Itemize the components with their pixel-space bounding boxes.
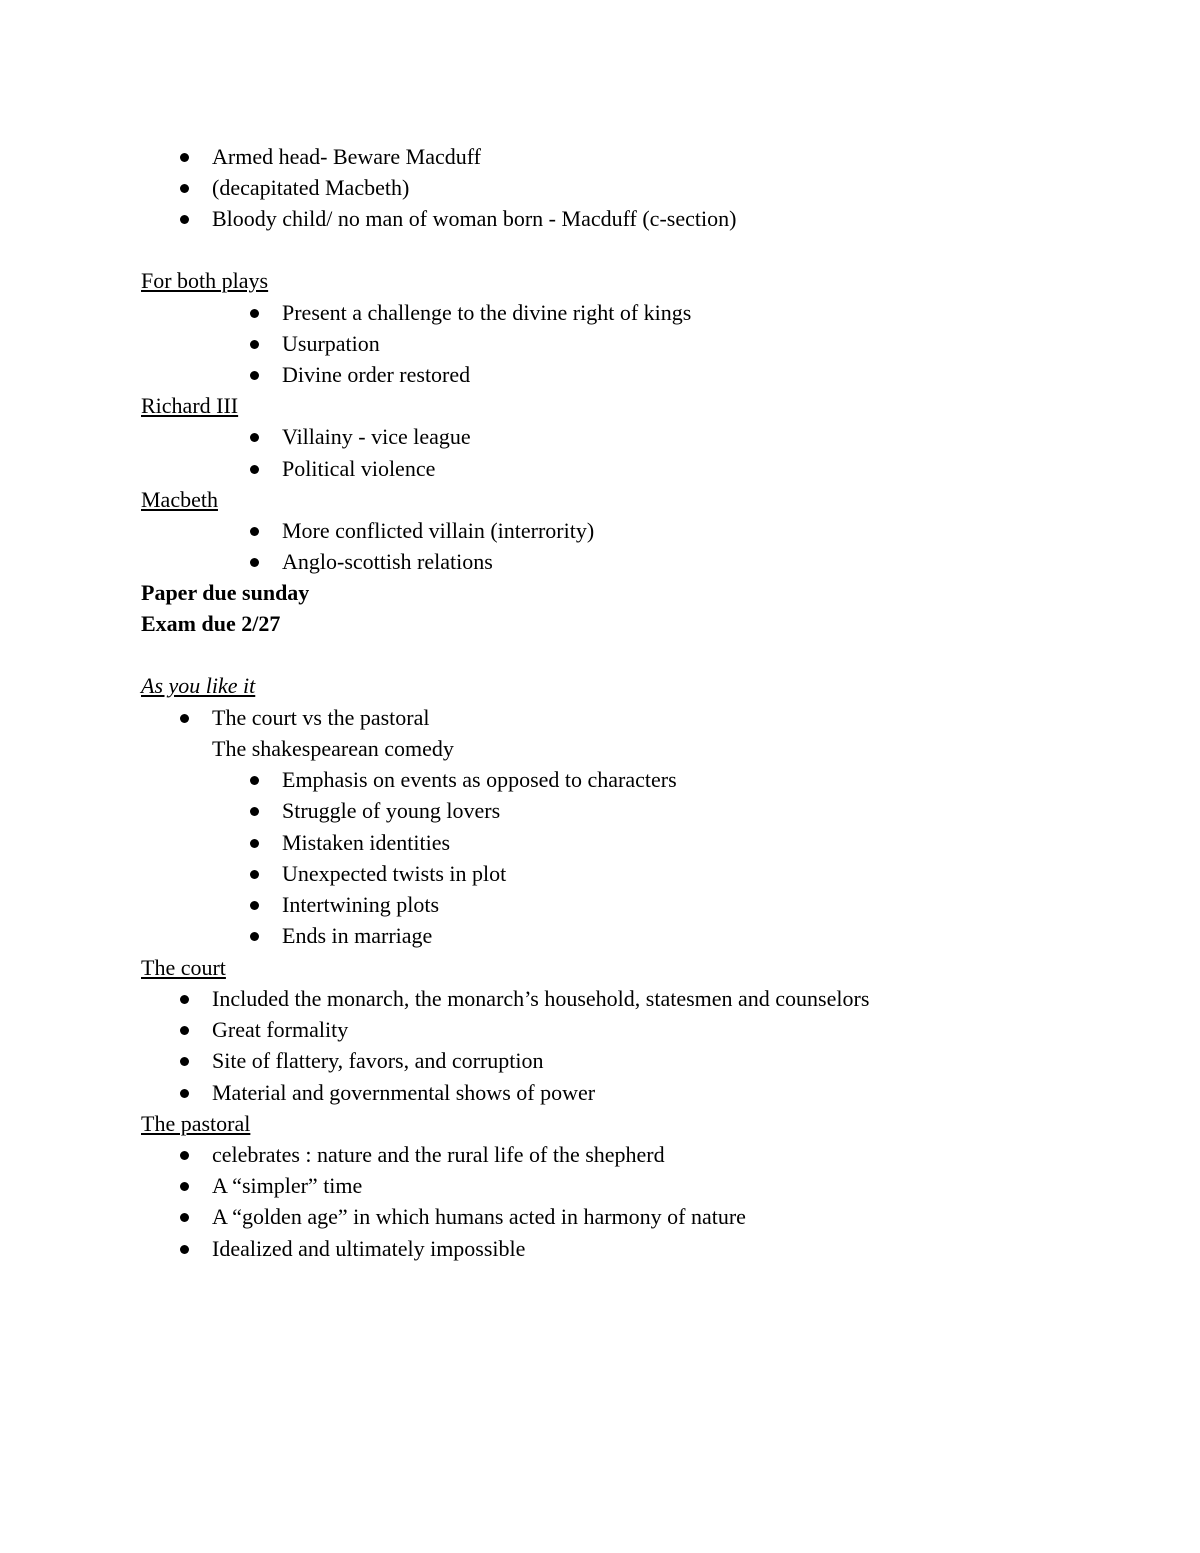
- list-item: Usurpation: [282, 328, 380, 359]
- list-item: celebrates : nature and the rural life of the shepherd: [212, 1139, 665, 1170]
- heading-as-you-like-it: As you like it: [141, 673, 256, 698]
- list-item: Intertwining plots: [282, 889, 439, 920]
- list-item: Present a challenge to the divine right of kings: [282, 297, 691, 328]
- heading-both-plays: For both plays: [141, 268, 269, 293]
- list-item: Site of flattery, favors, and corruption: [212, 1045, 544, 1076]
- list-item: Included the monarch, the monarch’s household, statesmen and counselors: [212, 983, 869, 1014]
- subheading-shakespearean-comedy: The shakespearean comedy: [212, 736, 454, 761]
- list-item: Anglo-scottish relations: [282, 546, 493, 577]
- list-item: Struggle of young lovers: [282, 795, 500, 826]
- list-item: Ends in marriage: [282, 920, 432, 951]
- heading-the-pastoral: The pastoral: [141, 1111, 251, 1136]
- list-item: A “simpler” time: [212, 1170, 362, 1201]
- list-item: Political violence: [282, 453, 435, 484]
- exam-due-notice: Exam due 2/27: [141, 611, 281, 636]
- list-item: (decapitated Macbeth): [212, 172, 409, 203]
- list-item: Emphasis on events as opposed to characters: [282, 764, 677, 795]
- list-item: Idealized and ultimately impossible: [212, 1233, 525, 1264]
- list-item: Armed head- Beware Macduff: [212, 141, 481, 172]
- list-item: The court vs the pastoral: [212, 702, 430, 733]
- list-item: Villainy - vice league: [282, 421, 471, 452]
- heading-the-court: The court: [141, 955, 226, 980]
- list-item: Great formality: [212, 1014, 348, 1045]
- heading-macbeth: Macbeth: [141, 487, 218, 512]
- list-item: Bloody child/ no man of woman born - Macduff (c-section): [212, 203, 736, 234]
- list-item: Unexpected twists in plot: [282, 858, 506, 889]
- heading-richard-iii: Richard III: [141, 393, 239, 418]
- list-item: A “golden age” in which humans acted in harmony of nature: [212, 1201, 746, 1232]
- list-item: Mistaken identities: [282, 827, 450, 858]
- list-item: More conflicted villain (interrority): [282, 515, 594, 546]
- list-item: Divine order restored: [282, 359, 470, 390]
- list-item: Material and governmental shows of power: [212, 1077, 595, 1108]
- paper-due-notice: Paper due sunday: [141, 580, 310, 605]
